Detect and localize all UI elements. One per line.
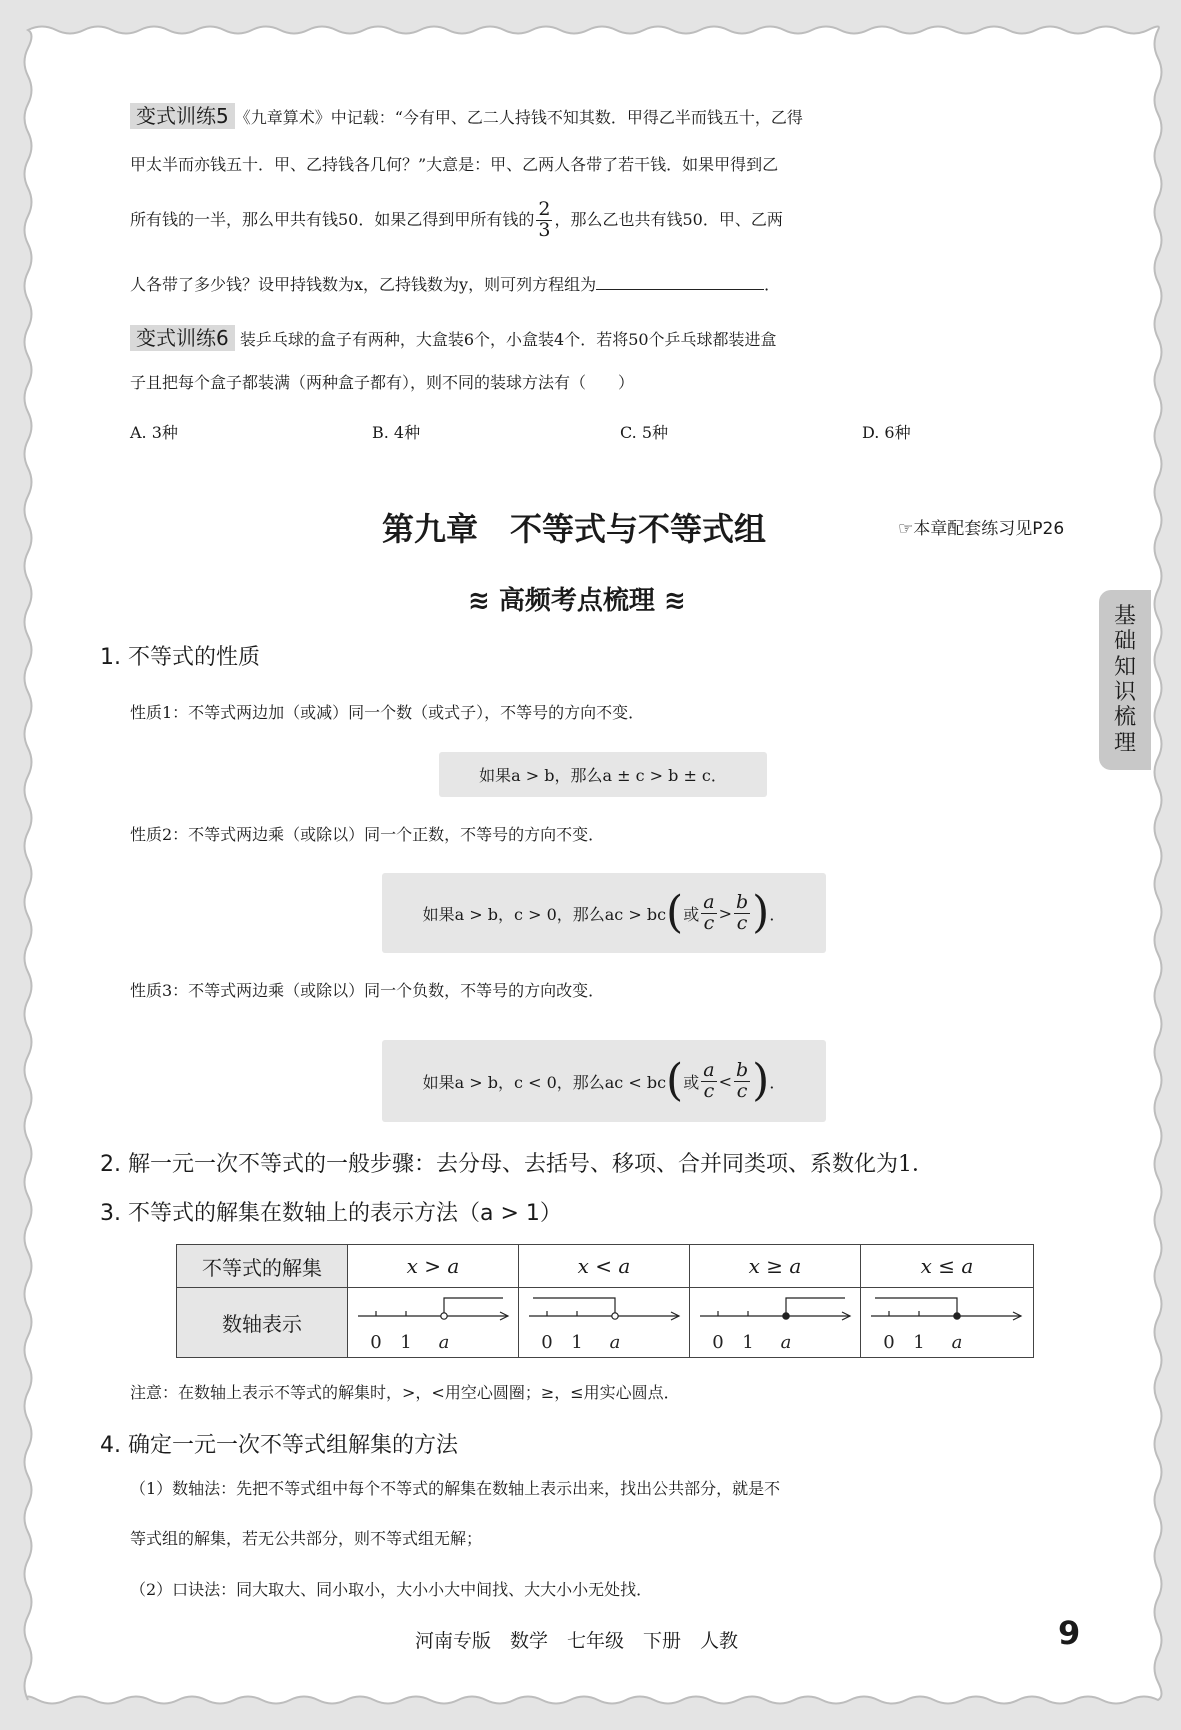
exercise5-line3: 所有钱的一半，那么甲共有钱50．如果乙得到甲所有钱的 $\frac{2}{3}$ ，那么乙也共有钱50．甲、乙两: [130, 198, 783, 241]
side-tab-char: 基: [1113, 604, 1136, 630]
property3-formula: 如果a > b，c < 0，那么ac < bc ( 或 $\frac{a}{c}$ < $\frac{b}{c}$ ) ．: [382, 1040, 826, 1122]
exercise6-tag: 变式训练6: [130, 325, 235, 351]
tick-label-one: 1: [400, 1332, 412, 1353]
property1-text: 性质1：不等式两边加（或减）同一个数（或式子），不等号的方向不变．: [130, 703, 645, 722]
answer-blank[interactable]: [596, 289, 764, 290]
side-tab-char: 梳: [1113, 705, 1136, 731]
tick-label-a: a: [951, 1332, 963, 1353]
footer-edition: 河南专版 数学 七年级 下册 人教: [415, 1630, 739, 1652]
open-circle: [441, 1313, 447, 1319]
exercise6-line1: 变式训练6 装乒乓球的盒子有两种，大盒装6个，小盒装4个．若将50个乒乓球都装进盒: [130, 322, 777, 351]
fraction-two-thirds: $\frac{2}{3}$: [538, 198, 551, 241]
number-lines: [348, 1288, 1033, 1357]
solution-bracket: [875, 1298, 957, 1316]
solid-dot: [954, 1313, 960, 1319]
chapter-subtitle: ≋ 高频考点梳理 ≋: [468, 586, 686, 616]
side-tab: [1099, 590, 1151, 770]
section1-heading: 1. 不等式的性质: [100, 645, 260, 670]
section4-heading: 4. 确定一元一次不等式组解集的方法: [100, 1433, 458, 1458]
property2-formula: 如果a > b，c > 0，那么ac > bc ( 或 $\frac{a}{c}$ > $\frac{b}{c}$ ) ．: [382, 873, 826, 953]
tick-label-zero: 0: [370, 1332, 382, 1353]
section4-method1-line2: 等式组的解集，若无公共部分，则不等式组无解；: [130, 1529, 483, 1548]
tick-label-zero: 0: [883, 1332, 895, 1353]
side-tab-char: 识: [1113, 680, 1136, 705]
side-tab-char: 础: [1113, 629, 1136, 655]
solution-bracket: [444, 1298, 503, 1316]
exercise5-line2: 甲太半而亦钱五十．甲、乙持钱各几何？”大意是：甲、乙两人各带了若干钱．如果甲得到乙: [130, 155, 779, 174]
page-number: 9: [1058, 1614, 1081, 1652]
section3-heading: 3. 不等式的解集在数轴上的表示方法（a > 1）: [100, 1201, 562, 1226]
exercise6-line2: 子且把每个盒子都装满（两种盒子都有），则不同的装球方法有（ ）: [130, 373, 635, 392]
solution-bracket: [533, 1298, 615, 1316]
solution-set-cell: x < a: [577, 1254, 631, 1278]
exercise5-line4: 人各带了多少钱？设甲持钱数为x，乙持钱数为y，则可列方程组为 ．: [130, 275, 781, 294]
solution-set-cell: x ≤ a: [920, 1254, 974, 1278]
row-label-solution-set: 不等式的解集: [202, 1255, 322, 1280]
tick-label-zero: 0: [541, 1332, 553, 1353]
section4-method1-line1: （1）数轴法：先把不等式组中每个不等式的解集在数轴上表示出来，找出公共部分，就是不: [130, 1479, 781, 1498]
tick-label-a: a: [780, 1332, 792, 1353]
option-d[interactable]: D. 6种: [862, 423, 911, 442]
wave-right-icon: ≋: [663, 586, 686, 616]
tick-label-zero: 0: [712, 1332, 724, 1353]
tick-label-one: 1: [913, 1332, 925, 1353]
exercise5-tag: 变式训练5: [130, 103, 235, 129]
tick-label-a: a: [438, 1332, 450, 1353]
open-circle: [612, 1313, 618, 1319]
tick-label-a: a: [609, 1332, 621, 1353]
section3-note: 注意：在数轴上表示不等式的解集时，>，<用空心圆圈；≥，≤用实心圆点．: [130, 1383, 680, 1402]
solution-set-table: [176, 1244, 1034, 1358]
solution-set-cell: x ≥ a: [748, 1254, 802, 1278]
option-a[interactable]: A. 3种: [130, 423, 178, 442]
row-label-number-line: 数轴表示: [222, 1311, 302, 1336]
section4-method2: （2）口诀法：同大取大、同小取小，大小小大中间找、大大小小无处找．: [130, 1580, 653, 1599]
solution-bracket: [786, 1298, 845, 1316]
chapter-practice-ref: ☞本章配套练习见P26: [898, 519, 1065, 539]
side-tab-char: 知: [1113, 654, 1136, 680]
solid-dot: [783, 1313, 789, 1319]
section2: 2. 解一元一次不等式的一般步骤：去分母、去括号、移项、合并同类项、系数化为1．: [100, 1152, 934, 1177]
solution-set-cell: x > a: [406, 1254, 460, 1278]
side-tab-char: 理: [1113, 730, 1136, 756]
tick-label-one: 1: [571, 1332, 583, 1353]
property2-text: 性质2：不等式两边乘（或除以）同一个正数，不等号的方向不变．: [130, 825, 605, 844]
property3-text: 性质3：不等式两边乘（或除以）同一个负数，不等号的方向改变．: [130, 981, 605, 1000]
section2-heading: 2. 解一元一次不等式的一般步骤：: [100, 1152, 436, 1177]
tick-label-one: 1: [742, 1332, 754, 1353]
property1-formula: 如果a > b，那么a ± c > b ± c．: [439, 752, 767, 797]
exercise5-line1: 变式训练5 《九章算术》中记载：“今有甲、乙二人持钱不知其数．甲得乙半而钱五十，乙得: [130, 100, 803, 129]
option-c[interactable]: C. 5种: [620, 423, 669, 442]
hand-pointer-icon: ☞: [898, 519, 914, 539]
chapter-title: 第九章 不等式与不等式组: [382, 510, 767, 548]
option-b[interactable]: B. 4种: [372, 423, 421, 442]
wave-left-icon: ≋: [468, 586, 490, 616]
